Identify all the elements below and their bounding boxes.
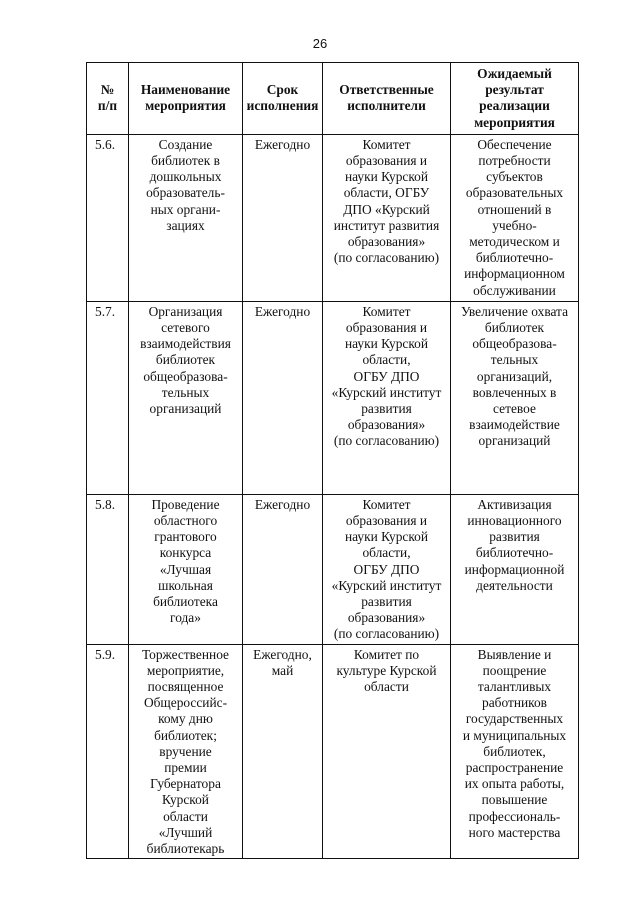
cell-line: Ежегодно (254, 303, 311, 319)
row-result (451, 301, 579, 494)
cell-line: общеобразова- (472, 336, 557, 352)
cell-line: Ежегодно (254, 136, 311, 152)
cell-line: областного (153, 513, 218, 529)
cell-line: работников (482, 695, 547, 711)
cell-line: Комитет (362, 496, 411, 512)
row-number: 5.7. (87, 301, 129, 494)
cell-line: Торжественное (141, 646, 230, 662)
cell-line: образования и (345, 513, 428, 529)
cell-line: образования» (347, 234, 426, 250)
cell-line: мероприятия (145, 98, 226, 114)
cell-line: Общероссийс- (143, 695, 228, 711)
table-row (87, 134, 579, 301)
cell-line: Ежегодно, (253, 646, 312, 662)
cell-line: п/п (97, 98, 118, 114)
cell-line: библиотек; (154, 727, 217, 743)
cell-line: Курской (162, 792, 209, 808)
cell-line: информационном (464, 266, 565, 282)
cell-line: премии (164, 760, 207, 776)
cell-line: образовательных (465, 185, 564, 201)
cell-line: методическом и (469, 234, 560, 250)
cell-line: мероприятия (474, 114, 555, 130)
cell-line: Обеспечение (477, 136, 552, 152)
cell-line: кому дню (158, 711, 213, 727)
events-table (86, 62, 579, 859)
cell-line: потребности (478, 153, 551, 169)
cell-line: области (364, 679, 409, 695)
cell-line: субъектов (486, 169, 543, 185)
row-number: 5.6. (87, 134, 129, 301)
cell-line: профессиональ- (468, 808, 561, 824)
cell-line: библиотечно- (475, 250, 554, 266)
cell-line: Увеличение охвата (460, 303, 569, 319)
cell-line: Активизация (477, 496, 552, 512)
cell-line: «Курский институт (331, 577, 442, 593)
row-name (129, 494, 243, 644)
cell-line: (по согласованию) (333, 626, 440, 642)
cell-line: «Лучший (158, 824, 213, 840)
cell-line: области, (362, 545, 411, 561)
cell-line: развития (361, 401, 412, 417)
cell-line: года» (170, 610, 201, 626)
row-term (243, 301, 323, 494)
cell-line: развития (361, 594, 412, 610)
cell-line: исполнения (246, 98, 319, 114)
cell-line: образования» (347, 417, 426, 433)
cell-line: тельных (490, 352, 539, 368)
cell-line: школьная (158, 577, 213, 593)
cell-line: ного мастерства (468, 824, 561, 840)
table-row (87, 494, 579, 644)
row-name (129, 301, 243, 494)
cell-line: развития (489, 529, 540, 545)
cell-line: Ответственные (339, 82, 434, 98)
cell-line: Комитет по (353, 646, 420, 662)
cell-line: Губернатора (150, 776, 221, 792)
header-name (129, 63, 243, 135)
row-responsible (323, 134, 451, 301)
cell-line: зациях (166, 217, 205, 233)
cell-line: образования и (345, 153, 428, 169)
table-row (87, 644, 579, 859)
cell-line: мероприятие, (146, 662, 225, 678)
cell-line: области, (362, 352, 411, 368)
cell-line: сетевое (493, 401, 536, 417)
row-term (243, 134, 323, 301)
cell-line: результат (485, 82, 544, 98)
cell-line: библиотек, (483, 743, 546, 759)
cell-line: Проведение (151, 496, 220, 512)
cell-line: библиотек (155, 352, 216, 368)
cell-line: области, ОГБУ (343, 185, 430, 201)
cell-line: учебно- (492, 217, 537, 233)
cell-line: Ожидаемый (477, 66, 552, 81)
table-row (87, 301, 579, 494)
cell-line: грантового (154, 529, 217, 545)
cell-line: Наименование (140, 82, 231, 98)
cell-line: ОГБУ ДПО (353, 561, 420, 577)
cell-line: «Курский институт (331, 384, 442, 400)
cell-line: сетевого (161, 320, 210, 336)
cell-line: взаимодействие (469, 417, 560, 433)
cell-line: Организация (148, 303, 223, 319)
cell-line: взаимодействия (140, 336, 231, 352)
cell-line: и муниципальных (462, 727, 567, 743)
cell-line: их опыта работы, (464, 776, 565, 792)
cell-line: распространение (465, 760, 564, 776)
cell-line: Ежегодно (254, 496, 311, 512)
header-responsible (323, 63, 451, 135)
cell-line: ОГБУ ДПО (353, 368, 420, 384)
cell-line: посвященное (147, 679, 224, 695)
cell-line: организаций, (476, 368, 553, 384)
row-result (451, 494, 579, 644)
cell-line: информационной (464, 561, 565, 577)
cell-line: науки Курской (344, 529, 429, 545)
row-result (451, 134, 579, 301)
cell-line: области (163, 808, 208, 824)
cell-line: организаций (149, 401, 222, 417)
cell-line: № (100, 82, 115, 98)
cell-line: библиотекарь (146, 841, 225, 857)
cell-line: повышение (481, 792, 548, 808)
row-name (129, 134, 243, 301)
cell-line: талантливых (477, 679, 552, 695)
cell-line: Комитет (362, 303, 411, 319)
cell-line: Создание (158, 136, 213, 152)
cell-line: институт развития (333, 217, 440, 233)
cell-line: науки Курской (344, 336, 429, 352)
row-term (243, 494, 323, 644)
cell-line: реализации (479, 98, 550, 114)
cell-line: исполнители (347, 98, 426, 114)
row-responsible (323, 644, 451, 859)
cell-line: библиотек в (151, 153, 220, 169)
cell-line: образования» (347, 610, 426, 626)
cell-line: «Лучшая (159, 561, 212, 577)
page-number: 26 (312, 36, 328, 51)
row-name (129, 644, 243, 859)
cell-line: культуре Курской (336, 662, 437, 678)
cell-line: обслуживании (473, 282, 556, 298)
cell-line: библиотек (484, 320, 545, 336)
table-header-row (87, 63, 579, 135)
cell-line: образования и (345, 320, 428, 336)
cell-line: Комитет (362, 136, 411, 152)
cell-line: май (271, 662, 294, 678)
cell-line: Выявление и (477, 646, 552, 662)
cell-line: тельных (161, 384, 210, 400)
header-term (243, 63, 323, 135)
cell-line: образователь- (146, 185, 225, 201)
cell-line: библиотека (153, 594, 218, 610)
row-number: 5.8. (87, 494, 129, 644)
row-term (243, 644, 323, 859)
cell-line: Срок (266, 82, 299, 98)
cell-line: ных органи- (150, 201, 221, 217)
row-result (451, 644, 579, 859)
cell-line: библиотечно- (475, 545, 554, 561)
cell-line: конкурса (159, 545, 212, 561)
cell-line: вручение (159, 743, 212, 759)
cell-line: поощрение (482, 662, 547, 678)
cell-line: вовлеченных в (472, 384, 557, 400)
row-responsible (323, 494, 451, 644)
cell-line: общеобразова- (143, 368, 228, 384)
cell-line: организаций (478, 433, 551, 449)
row-number: 5.9. (87, 644, 129, 859)
header-result (451, 63, 579, 135)
header-number (87, 63, 129, 135)
cell-line: дошкольных (149, 169, 222, 185)
cell-line: отношений в (477, 201, 552, 217)
cell-line: науки Курской (344, 169, 429, 185)
cell-line: (по согласованию) (333, 433, 440, 449)
cell-line: инновационного (467, 513, 562, 529)
cell-line: деятельности (476, 577, 553, 593)
cell-line: государственных (465, 711, 564, 727)
row-responsible (323, 301, 451, 494)
cell-line: (по согласованию) (333, 250, 440, 266)
cell-line: ДПО «Курский (343, 201, 430, 217)
